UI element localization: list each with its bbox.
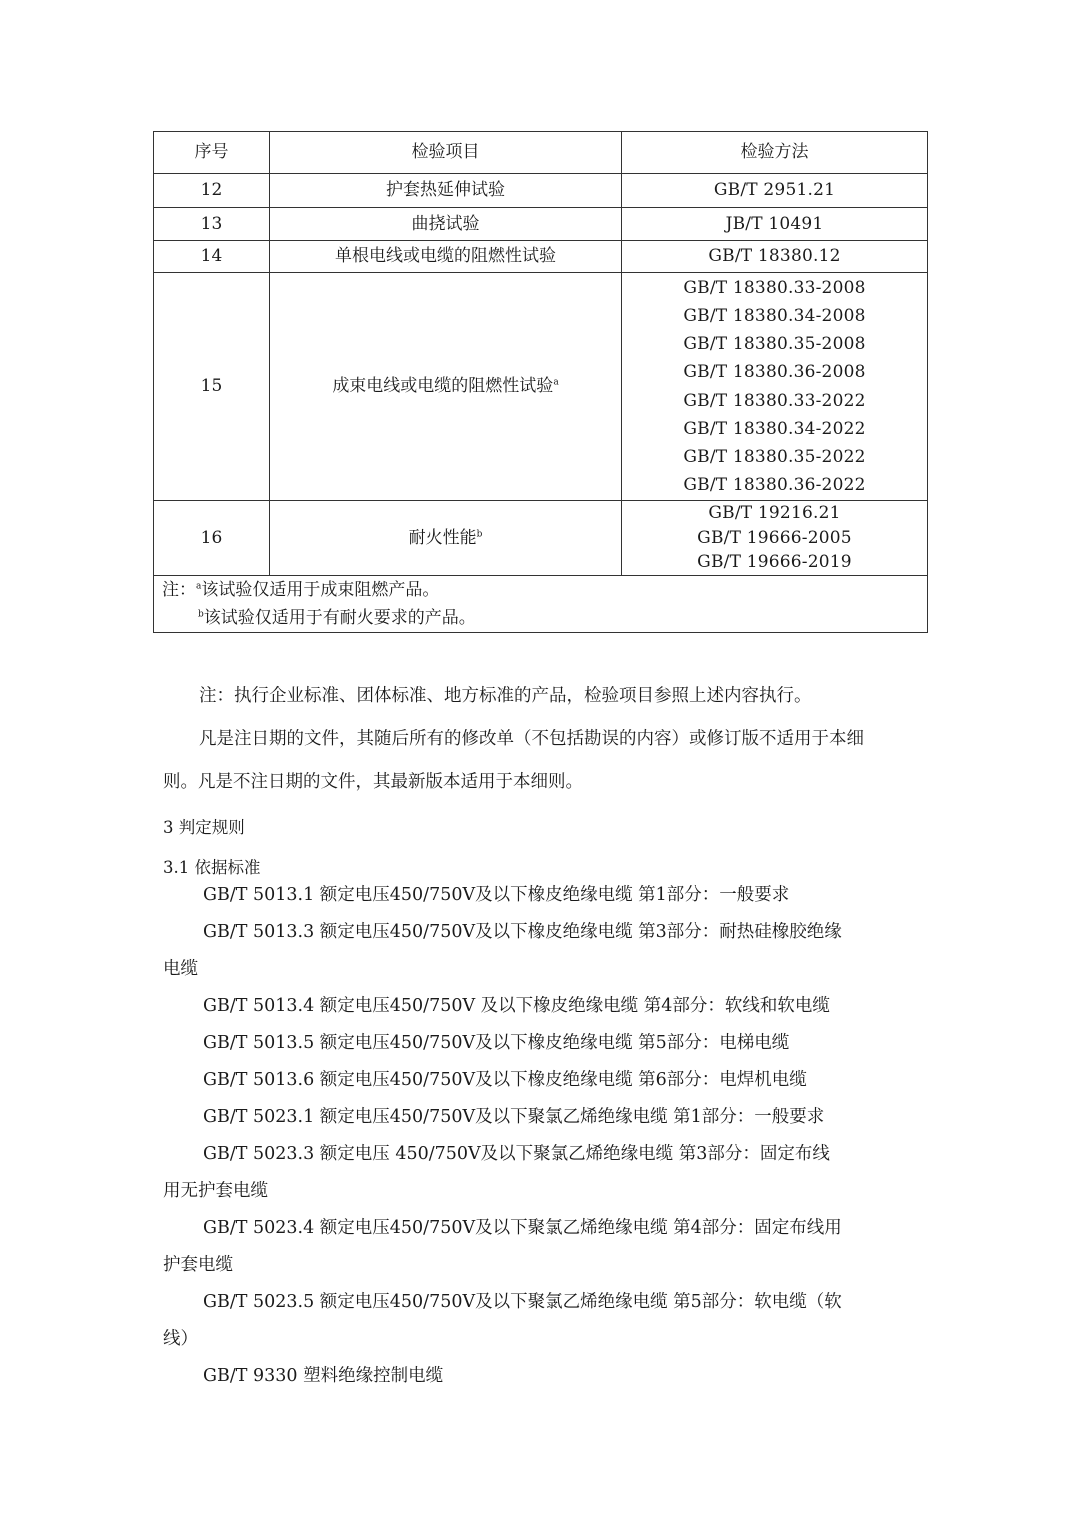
row-methods — [622, 501, 928, 576]
standard-item: GB/T 5013.1 额定电压450/750V及以下橡皮绝缘电缆 第1部分：一般要求 — [203, 885, 790, 905]
note-a-text: 该试验仅适用于成束阻燃产品。 — [201, 580, 440, 600]
method-line: GB/T 19216.21 — [708, 503, 841, 524]
standard-item-cont: 护套电缆 — [163, 1255, 233, 1275]
table-notes-row — [154, 576, 928, 633]
table-row — [154, 174, 928, 208]
method-line: GB/T 18380.36-2008 — [683, 362, 866, 383]
note-a — [162, 576, 927, 604]
method-line: GB/T 18380.34-2008 — [683, 305, 866, 326]
standard-item: GB/T 5023.4 额定电压450/750V及以下聚氯乙烯绝缘电缆 第4部分：固定布线用 — [203, 1218, 842, 1238]
row-no: 13 — [154, 208, 270, 241]
item-text: 耐火性能 — [408, 527, 477, 548]
row-no: 14 — [154, 241, 270, 273]
table-row — [154, 241, 928, 273]
subsection-title: 3.1 依据标准 — [163, 858, 261, 877]
row-method: GB/T 18380.12 — [622, 241, 928, 273]
standard-item: GB/T 9330 塑料绝缘控制电缆 — [203, 1366, 444, 1386]
method-line: GB/T 18380.33-2022 — [683, 390, 866, 411]
note-b-text: 该试验仅适用于有耐火要求的产品。 — [203, 608, 476, 628]
row-method: JB/T 10491 — [622, 208, 928, 241]
row-item — [270, 501, 622, 576]
standard-item-cont: 电缆 — [163, 959, 198, 979]
method-line: GB/T 18380.35-2008 — [683, 334, 866, 355]
section-title: 3 判定规则 — [163, 818, 245, 837]
standard-item: GB/T 5023.5 额定电压450/750V及以下聚氯乙烯绝缘电缆 第5部分：软电缆（软 — [203, 1292, 842, 1312]
footnote-mark-a: a — [553, 377, 559, 388]
header-item: 检验项目 — [270, 132, 622, 174]
standard-item: GB/T 5013.4 额定电压450/750V 及以下橡皮绝缘电缆 第4部分：软线和软电缆 — [203, 996, 830, 1016]
row-method: GB/T 2951.21 — [622, 174, 928, 208]
method-line: GB/T 18380.34-2022 — [683, 418, 866, 439]
row-no: 16 — [154, 501, 270, 576]
footnote-mark-b: b — [476, 529, 483, 540]
note-a-mark: a — [196, 581, 202, 592]
inspection-table — [153, 131, 928, 633]
dated-references-line2: 则。凡是不注日期的文件，其最新版本适用于本细则。 — [163, 772, 583, 792]
table-header-row — [154, 132, 928, 174]
standard-item: GB/T 5023.3 额定电压 450/750V及以下聚氯乙烯绝缘电缆 第3部分：固定布线 — [203, 1144, 830, 1164]
standard-item-cont: 线） — [163, 1329, 198, 1349]
row-methods — [622, 273, 928, 501]
row-no: 15 — [154, 273, 270, 501]
method-line: GB/T 19666-2005 — [697, 527, 852, 548]
method-line: GB/T 19666-2019 — [697, 552, 852, 573]
standard-item: GB/T 5013.5 额定电压450/750V及以下橡皮绝缘电缆 第5部分：电梯电缆 — [203, 1033, 790, 1053]
standard-item: GB/T 5023.1 额定电压450/750V及以下聚氯乙烯绝缘电缆 第1部分：一般要求 — [203, 1107, 825, 1127]
row-item: 曲挠试验 — [270, 208, 622, 241]
table-row — [154, 501, 928, 576]
standard-item-cont: 用无护套电缆 — [163, 1181, 268, 1201]
method-line: GB/T 18380.33-2008 — [683, 277, 866, 298]
table-row — [154, 273, 928, 501]
note-paragraph: 注：执行企业标准、团体标准、地方标准的产品，检验项目参照上述内容执行。 — [199, 686, 812, 706]
standard-item: GB/T 5013.3 额定电压450/750V及以下橡皮绝缘电缆 第3部分：耐热硅橡胶绝缘 — [203, 922, 842, 942]
note-prefix: 注： — [162, 580, 196, 600]
method-line: GB/T 18380.35-2022 — [683, 446, 866, 467]
row-item: 单根电线或电缆的阻燃性试验 — [270, 241, 622, 273]
table-row — [154, 208, 928, 241]
header-method: 检验方法 — [622, 132, 928, 174]
note-b — [162, 604, 927, 632]
row-item: 护套热延伸试验 — [270, 174, 622, 208]
standard-item: GB/T 5013.6 额定电压450/750V及以下橡皮绝缘电缆 第6部分：电焊机电缆 — [203, 1070, 807, 1090]
dated-references-line1: 凡是注日期的文件，其随后所有的修改单（不包括勘误的内容）或修订版不适用于本细 — [199, 729, 864, 749]
table-notes — [154, 576, 928, 633]
header-no: 序号 — [154, 132, 270, 174]
note-b-mark: b — [198, 609, 204, 620]
row-item — [270, 273, 622, 501]
row-no: 12 — [154, 174, 270, 208]
method-line: GB/T 18380.36-2022 — [683, 475, 866, 496]
item-text: 成束电线或电缆的阻燃性试验 — [332, 376, 554, 397]
